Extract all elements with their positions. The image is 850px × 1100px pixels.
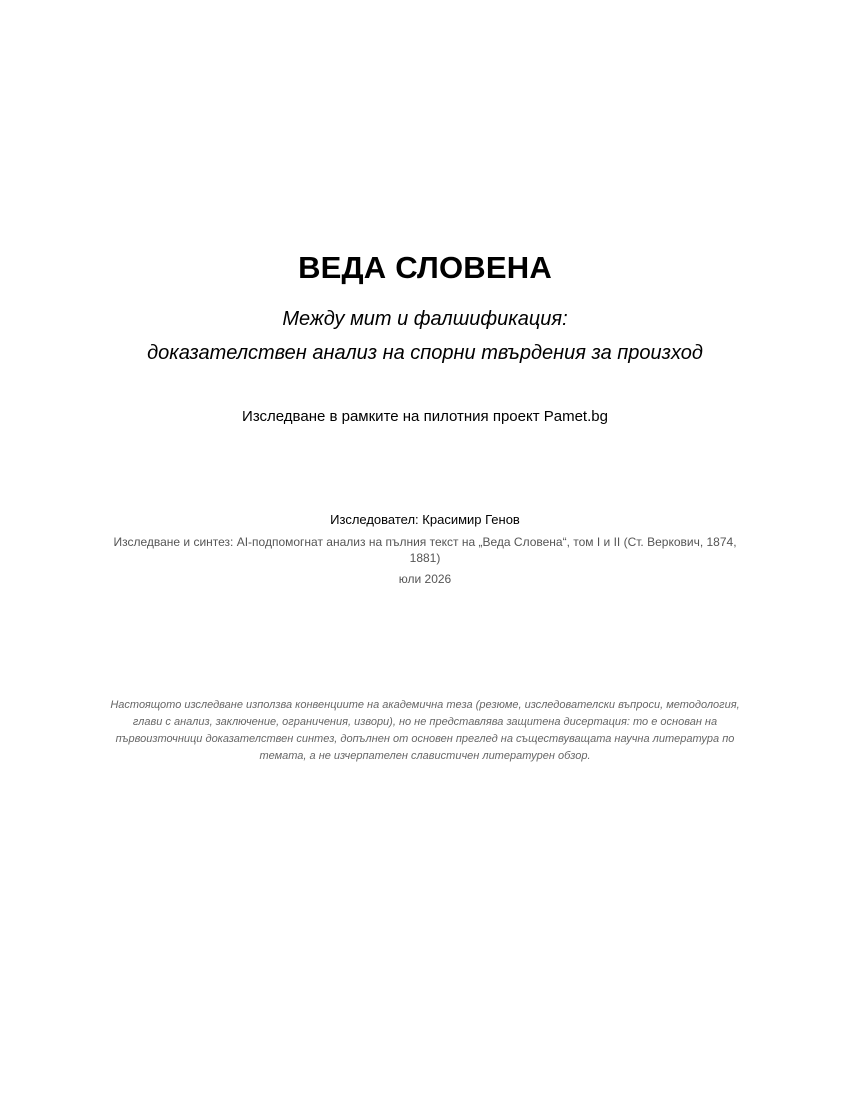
disclaimer-note: Настоящото изследване използва конвенциите на академична теза (резюме, изследователски въпроси, методология, глави с анализ, заключение, ограничения, извори), но не представлява защитена дисертация: то е основан на първоизточници доказателствен синтез, допълнен от основен преглед на съществуващата научна литература по темата, а не изчерпателен славистичен литературен обзор. [110, 699, 740, 762]
document-title: ВЕДА СЛОВЕНА [298, 250, 552, 285]
document-subtitle-line-1: Между мит и фалшификация: [282, 308, 568, 330]
document-date: юли 2026 [398, 572, 452, 586]
researcher-name: Изследовател: Красимир Генов [330, 512, 520, 527]
synthesis-note: Изследване и синтез: AI-подпомогнат анализ на пълния текст на „Веда Словена“, том I и II (Ст. Веркович, 1874, 1881) [113, 535, 737, 565]
project-line: Изследване в рамките на пилотния проект Pamet.bg [242, 408, 608, 425]
document-subtitle-line-2: доказателствен анализ на спорни твърдения за произход [147, 342, 703, 364]
